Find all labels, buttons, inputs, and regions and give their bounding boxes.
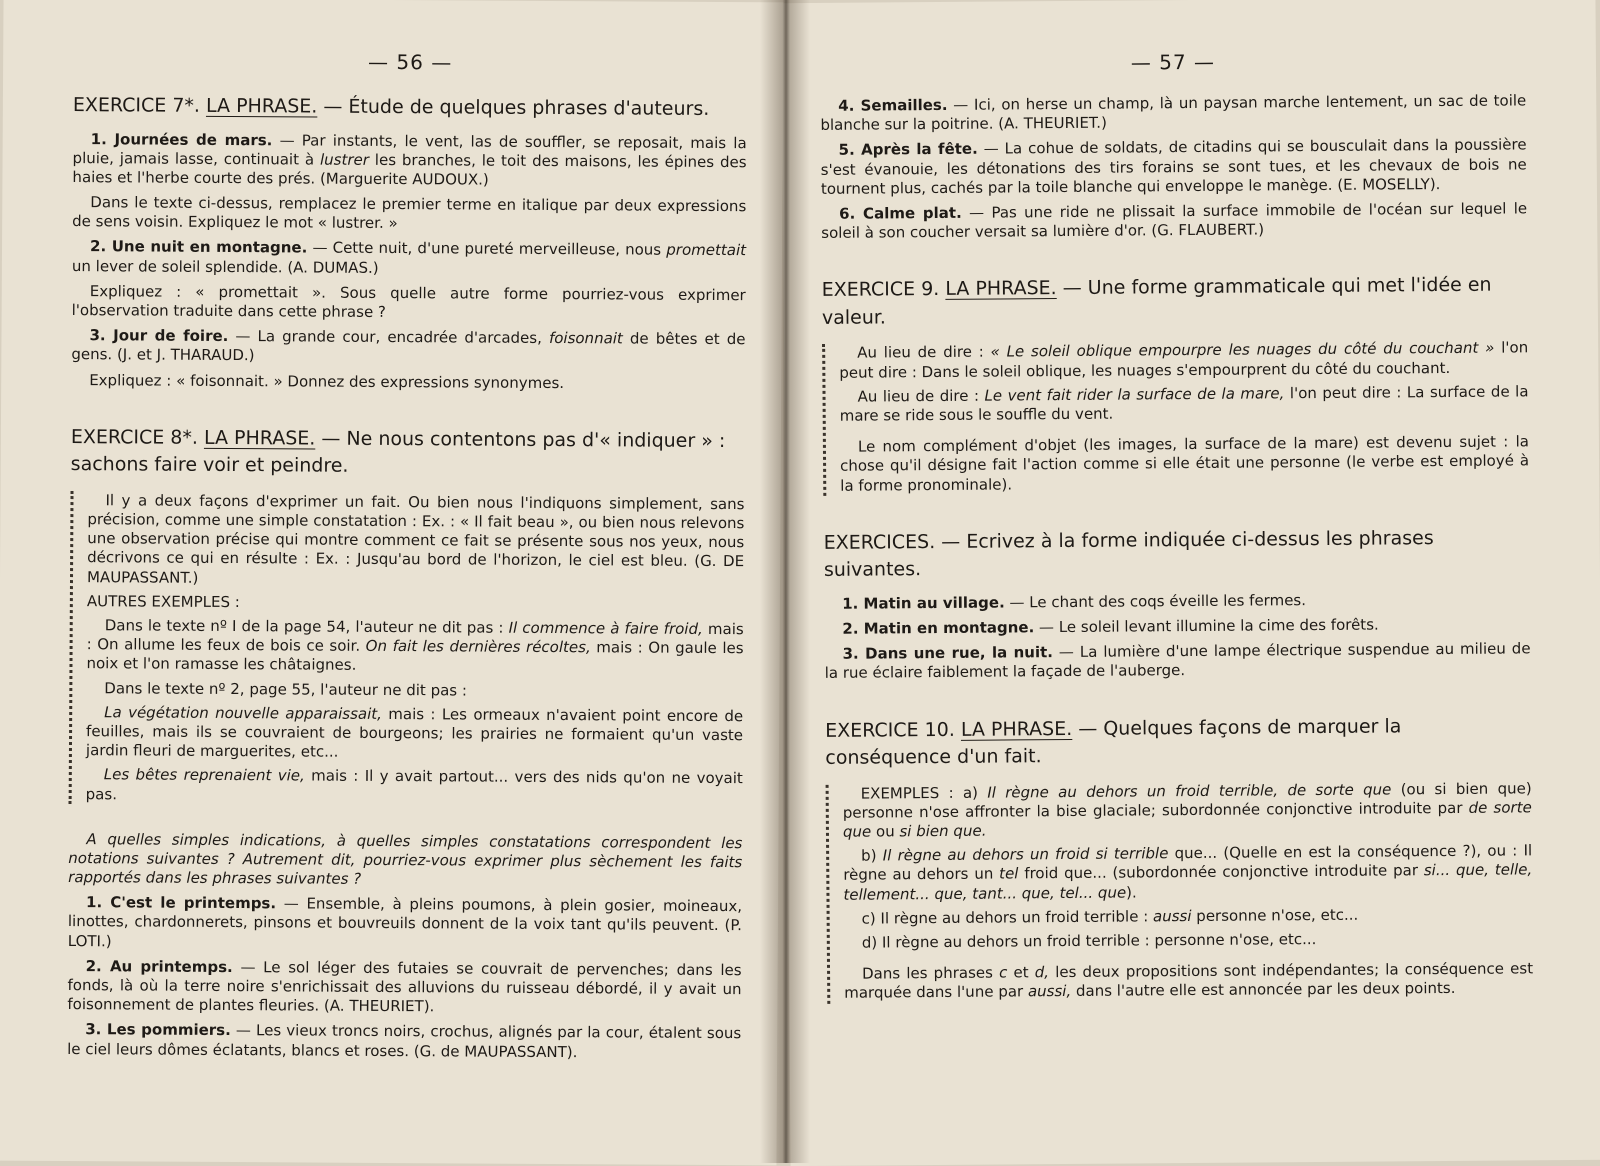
exercise-item-3: 3. Dans une rue, la nuit. — La lumière d'une lampe électrique suspendue au milieu de la rue éclaire faiblement la façade de l'auberge. [824,639,1531,683]
ex8-item-1: 1. C'est le printemps. — Ensemble, à pleins poumons, à plein gosier, moineaux, linottes, chardonnerets, pinsons et bouvreuils donnent de la voix tant qu'ils peuvent. (P. LOTI.) [67,893,743,950]
right-page [781,0,1600,1166]
ex7-question-1: Dans le texte ci-dessus, remplacez le premier terme en italique par deux expressions de sens voisin. Expliquez le mot « lustrer. » [72,193,747,233]
ex8-box-paragraph: La végétation nouvelle apparaissait, mais : Les ormeaux n'avaient point encore de feuilles, mais ils se couvraient de bourgeons; les prairies ne formaient qu'un vaste jardin fleuri de marguerites, etc... [85,703,744,761]
page-number: — 57 — [1130,49,1216,75]
exercise-item-1: 1. Matin au village. — Le chant des coqs éveille les fermes. [842,590,1307,613]
ex8-item-5: 5. Après la fête. — La cohue de soldats, de citadins qui se bousculait dans la poussière s'est évanouie, les détonations des tirs forains se sont tues, et les chevaux de bois ne tournent plus, cachés par la toile blanche qui enveloppe le manège. (E. MOSELLY). [820,135,1527,198]
exercise-8-title: EXERCICE 8*. LA PHRASE. — Ne nous contentons pas d'« indiquer » : sachons faire voir et peindre. [70,425,726,478]
ex8-item-2: 2. Au printemps. — Le sol léger des futaies se couvrait de pervenches; dans les fonds, là où la terre noire s'enrichissait des alluvions du ruisseau débordé, il y avait un foisonnement de plantes fleuries. (A. THEURIET). [67,956,742,1016]
ex8-box-paragraph: Dans le texte nº I de la page 54, l'auteur ne dit pas : Il commence à faire froid, mais : On allume les feux de bois ce soir. On fait les dernières récoltes, mais : On gaule les noix et l'on ramasse les châtaignes. [86,616,744,675]
exercise-item-2: 2. Matin en montagne. — Le soleil levant illumine la cime des forêts. [842,615,1379,638]
ex7-question-3: Expliquez : « foisonnait. » Donnez des expressions synonymes. [89,370,565,392]
ex8-box-paragraph: Les bêtes reprenaient vie, mais : Il y avait partout... vers des nids qu'on ne voyait pas. [85,765,743,803]
page-number: — 56 — [368,49,453,75]
ex8-box-paragraph: Il y a deux façons d'exprimer un fait. Ou bien nous l'indiquons simplement, sans précision, comme une simple constatation : Ex. : « Il fait beau », ou bien nous relevons une observation précise qui montre comment ce fait se présente sous nos yeux, nous décrivons ce qui en résulte : Ex. : Jusqu'au bord de l'horizon, le ciel est bleu. (G. DE MAUPASSANT.) [86,491,745,587]
ex10-conclusion: Dans les phrases c et d, les deux propositions sont indépendantes; la conséquence est marquée dans l'une par aussi, dans l'autre elle est annoncée par les deux points. [844,959,1534,1003]
ex10-example-c: c) Il règne au dehors un froid terrible : aussi personne n'ose, etc... [861,905,1359,928]
ex9-box-paragraph: Au lieu de dire : Le vent fait rider la surface de la mare, l'on peut dire : La surface de la mare se ride sous le souffle du vent. [839,382,1529,425]
ex8-box-paragraph: Dans le texte nº 2, page 55, l'auteur ne dit pas : [104,678,468,700]
ex7-item-3: 3. Jour de foire. — La grande cour, encadrée d'arcades, foisonnait de bêtes et de gens. (J. et J. THARAUD.) [71,326,746,365]
ex7-item-1: 1. Journées de mars. — Par instants, le vent, las de souffler, se reposait, mais la pluie, jamais lasse, continuait à lustrer les branches, le toit des maisons, les épines des haies et l'herbe courte des prés. (Marguerite AUDOUX.) [72,129,747,189]
exercise-9-title: EXERCICE 9. LA PHRASE. — Une forme grammaticale qui met l'idée en valeur. [821,273,1492,329]
ex8-item-3: 3. Les pommiers. — Les vieux troncs noirs, crochus, alignés par la cour, étalent sous le ciel leurs dômes éclatants, blancs et roses. (G. de MAUPASSANT). [67,1020,742,1061]
exercises-title: EXERCICES. — Ecrivez à la forme indiquée ci-dessus les phrases suivantes. [823,526,1434,582]
ex8-item-6: 6. Calme plat. — Pas une ride ne plissait la surface immobile de l'océan sur lequel le soleil à son coucher versait sa lumière d'or. (G. FLAUBERT.) [821,199,1528,243]
exercise-7-title: EXERCICE 7*. LA PHRASE. — Étude de quelques phrases d'auteurs. [72,94,710,120]
ex10-example-b: b) Il règne au dehors un froid si terrible que... (Quelle en est la conséquence ?), ou : Il règne au dehors un tel froid que... (subordonnée conjonctive introduite par si... que, telle, tellement... que, tant... que, tel... que). [843,841,1533,904]
ex7-item-2: 2. Une nuit en montagne. — Cette nuit, d'une pureté merveilleuse, nous promettait un lever de soleil splendide. (A. DUMAS.) [71,237,747,277]
ex10-example-a: EXEMPLES : a) Il règne au dehors un froid terrible, de sorte que (ou si bien que) personne n'ose affronter la bise glaciale; subordonnée conjonctive introduite par de sorte que ou si bien que. [842,779,1532,841]
ex9-explanation-box [822,339,1529,496]
ex10-example-d: d) Il règne au dehors un froid terrible : personne n'ose, etc... [861,930,1317,952]
left-page [0,0,784,1165]
ex8-question: A quelles simples indications, à quelles simples constatations correspondent les notations suivantes ? Autrement dit, pourriez-vous exprimer plus sèchement les faits rapportés dans les phrases suivantes ? [68,829,743,888]
ex8-other-examples-heading: AUTRES EXEMPLES : [86,591,240,611]
ex10-examples-box [826,779,1534,1003]
exercise-10-title: EXERCICE 10. LA PHRASE. — Quelques façons de marquer la conséquence d'un fait. [825,714,1402,770]
ex7-question-2: Expliquez : « promettait ». Sous quelle autre forme pourriez-vous exprimer l'observation traduite dans cette phrase ? [71,282,746,322]
ex8-explanation-box [69,491,745,808]
ex9-box-paragraph: Le nom complément d'objet (les images, la surface de la mare) est devenu sujet : la chose qu'il désigne fait l'action comme si elle était une personne (le verbe est employé à la forme pronominale). [840,432,1530,495]
ex9-box-paragraph: Au lieu de dire : « Le soleil oblique empourpre les nuages du côté du couchant » l'on peut dire : Dans le soleil oblique, les nuages s'empourprent du côté du couchant. [839,338,1529,382]
ex8-item-4: 4. Semailles. — Ici, on herse un champ, là un paysan marche lentement, un sac de toile blanche sur la poitrine. (A. THEURIET.) [820,91,1527,135]
